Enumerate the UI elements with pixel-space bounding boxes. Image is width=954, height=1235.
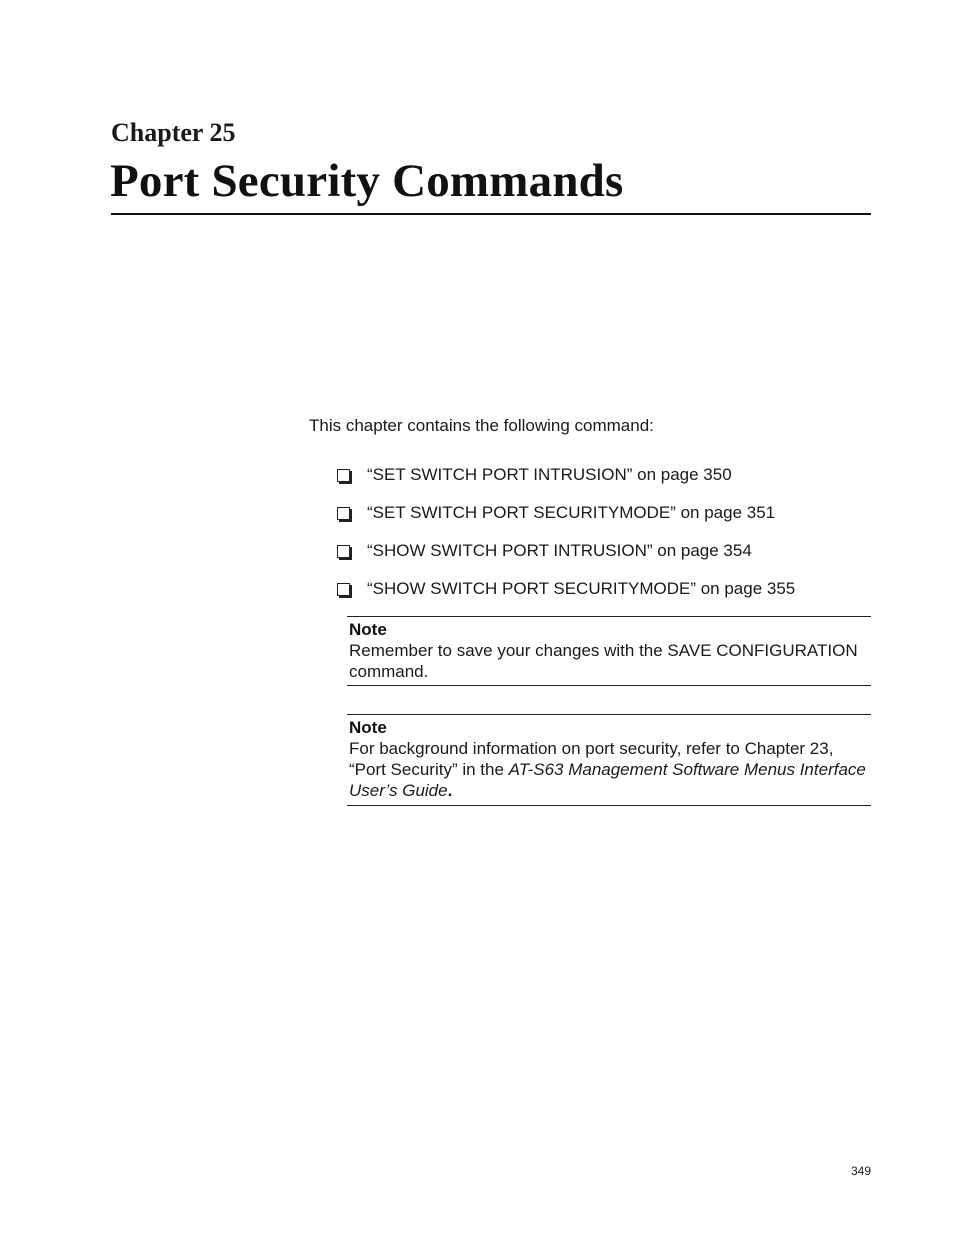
command-link[interactable]: “SHOW SWITCH PORT SECURITYMODE” on page 355	[367, 579, 796, 598]
checkbox-bullet-icon	[337, 469, 350, 482]
note-body-suffix: .	[447, 781, 453, 800]
command-link[interactable]: “SET SWITCH PORT SECURITYMODE” on page 351	[367, 503, 776, 522]
list-item	[337, 570, 795, 608]
chapter-label: Chapter 25	[111, 118, 236, 147]
list-item	[337, 456, 795, 494]
checkbox-bullet-icon	[337, 507, 350, 520]
note-heading: Note	[349, 620, 387, 639]
guide-title: AT-S63 Management Software Menus Interface User’s Guide	[349, 760, 866, 800]
checkbox-bullet-icon	[337, 583, 350, 596]
note-body	[349, 738, 871, 801]
list-item	[337, 494, 795, 532]
intro-text: This chapter contains the following command:	[309, 416, 654, 435]
checkbox-bullet-icon	[337, 545, 350, 558]
title-rule	[111, 213, 871, 215]
note-heading: Note	[349, 718, 387, 737]
page-title: Port Security Commands	[110, 155, 624, 207]
note-body: Remember to save your changes with the SAVE CONFIGURATION command.	[349, 641, 858, 681]
note-body-prefix: For background information on port security, refer to Chapter 23, “Port Security” in the	[349, 739, 834, 779]
note-box-background	[347, 714, 871, 806]
page-number: 349	[851, 1164, 872, 1178]
list-item	[337, 532, 795, 570]
command-link[interactable]: “SET SWITCH PORT INTRUSION” on page 350	[367, 465, 732, 484]
command-link[interactable]: “SHOW SWITCH PORT INTRUSION” on page 354	[367, 541, 752, 560]
command-list	[337, 456, 795, 608]
note-box-save	[347, 616, 871, 686]
